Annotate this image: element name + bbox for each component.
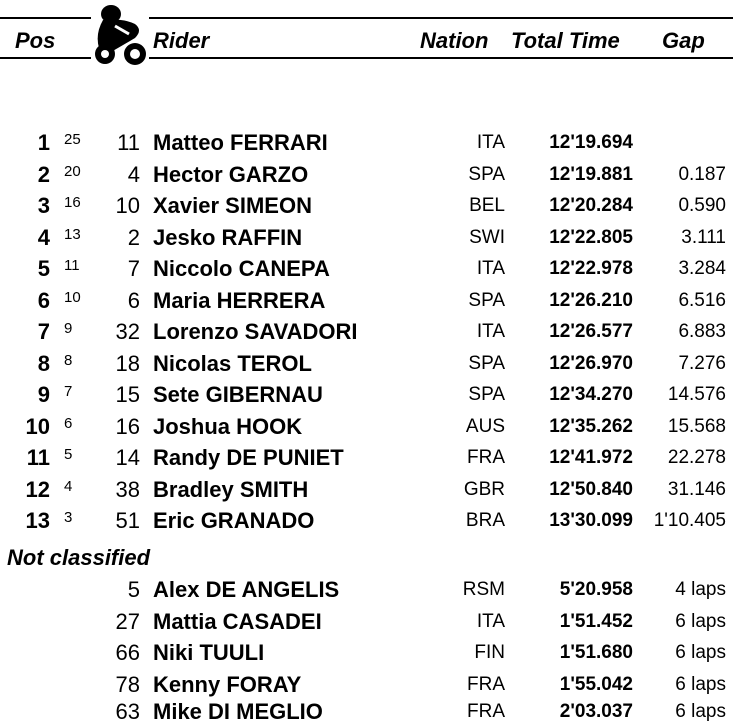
nation: SPA xyxy=(468,163,505,185)
position: 4 xyxy=(37,224,50,250)
result-row xyxy=(0,475,733,506)
rider-number: 51 xyxy=(115,508,140,533)
nation: FRA xyxy=(467,673,505,695)
nation: SWI xyxy=(469,226,505,248)
column-header-nation: Nation xyxy=(420,28,489,53)
nation: SPA xyxy=(468,352,505,374)
rider-name: Jesko RAFFIN xyxy=(153,224,303,250)
rider-name: Niki TUULI xyxy=(153,640,265,665)
column-header-rider: Rider xyxy=(153,28,210,53)
points: 20 xyxy=(64,162,81,180)
points: 3 xyxy=(64,509,73,526)
column-header-total-time: Total Time xyxy=(511,28,620,53)
nation: ITA xyxy=(476,321,505,342)
gap: 0.590 xyxy=(678,195,726,216)
result-row xyxy=(0,697,733,728)
total-time: 12'26.210 xyxy=(549,289,633,311)
total-time: 12'41.972 xyxy=(549,447,633,468)
total-time: 12'50.840 xyxy=(549,478,633,500)
rider-name: Eric GRANADO xyxy=(153,508,315,533)
rider-number: 2 xyxy=(127,224,140,250)
gap: 3.111 xyxy=(681,226,726,248)
nation: SPA xyxy=(468,289,505,311)
rider-number: 38 xyxy=(115,476,140,502)
rider-name: Sete GIBERNAU xyxy=(153,382,323,407)
nation: ITA xyxy=(476,132,505,153)
position: 1 xyxy=(37,130,50,155)
gap: 6.516 xyxy=(678,289,726,311)
rider-number: 10 xyxy=(115,193,140,218)
total-time: 5'20.958 xyxy=(559,579,633,600)
nation: GBR xyxy=(463,478,505,500)
rider-number: 63 xyxy=(115,699,140,724)
rider-number: 6 xyxy=(127,287,140,313)
points: 16 xyxy=(64,194,81,211)
rider-number: 78 xyxy=(115,671,140,697)
rider-number: 15 xyxy=(115,382,140,407)
points: 10 xyxy=(64,288,81,306)
gap: 3.284 xyxy=(678,258,726,279)
rider-name: Nicolas TEROL xyxy=(153,350,312,376)
rider-name: Maria HERRERA xyxy=(153,287,326,313)
rider-name: Matteo FERRARI xyxy=(153,130,328,155)
nation: FRA xyxy=(467,701,505,722)
position: 2 xyxy=(37,161,50,187)
points: 8 xyxy=(64,351,73,369)
rider-number: 14 xyxy=(115,445,140,470)
rider-name: Randy DE PUNIET xyxy=(153,445,344,470)
rider-number: 4 xyxy=(127,161,140,187)
motorcycle-rider-icon xyxy=(91,4,149,68)
rider-name: Kenny FORAY xyxy=(153,671,302,697)
total-time: 12'22.805 xyxy=(549,226,633,248)
result-row xyxy=(0,317,733,348)
rider-name: Joshua HOOK xyxy=(153,413,303,439)
rider-number: 5 xyxy=(127,577,140,602)
nation: AUS xyxy=(465,415,505,437)
nation: FRA xyxy=(467,447,505,468)
points: 9 xyxy=(64,320,73,337)
rider-number: 7 xyxy=(127,256,140,281)
rider-name: Niccolo CANEPA xyxy=(153,256,330,281)
results-header xyxy=(0,0,733,68)
total-time: 12'22.978 xyxy=(549,258,633,279)
result-row xyxy=(0,254,733,285)
gap: 31.146 xyxy=(667,478,726,500)
gap: 6 laps xyxy=(675,673,726,695)
gap: 22.278 xyxy=(667,447,726,468)
header-top-rule xyxy=(149,17,733,19)
gap: 4 laps xyxy=(675,579,726,600)
total-time: 12'19.694 xyxy=(549,132,633,153)
points: 4 xyxy=(64,477,73,495)
nation: ITA xyxy=(476,610,505,632)
total-time: 12'34.270 xyxy=(549,384,633,405)
nation: FIN xyxy=(474,642,505,663)
result-row xyxy=(0,160,733,191)
rider-name: Mattia CASADEI xyxy=(153,608,322,634)
rider-number: 11 xyxy=(117,130,140,155)
rider-name: Bradley SMITH xyxy=(153,476,309,502)
position: 8 xyxy=(37,350,50,376)
rider-number: 32 xyxy=(115,319,140,344)
column-header-gap: Gap xyxy=(662,28,705,53)
rider-name: Alex DE ANGELIS xyxy=(153,577,340,602)
total-time: 13'30.099 xyxy=(549,510,633,531)
result-row xyxy=(0,286,733,317)
gap: 1'10.405 xyxy=(653,510,726,531)
position: 12 xyxy=(25,476,50,502)
nation: BEL xyxy=(469,195,505,216)
result-row xyxy=(0,607,733,638)
result-row xyxy=(0,638,733,669)
nation: ITA xyxy=(476,258,505,279)
total-time: 1'51.680 xyxy=(559,642,633,663)
gap: 6 laps xyxy=(675,642,726,663)
total-time: 12'35.262 xyxy=(549,415,633,437)
position: 6 xyxy=(37,287,50,313)
result-row xyxy=(0,191,733,222)
rider-number: 27 xyxy=(115,608,140,634)
rider-number: 18 xyxy=(115,350,140,376)
position: 7 xyxy=(37,319,50,344)
result-row xyxy=(0,223,733,254)
rider-name: Mike DI MEGLIO xyxy=(153,699,323,724)
total-time: 12'26.577 xyxy=(549,321,633,342)
gap: 15.568 xyxy=(667,415,726,437)
total-time: 12'20.284 xyxy=(549,195,633,216)
total-time: 2'03.037 xyxy=(559,701,633,722)
header-bottom-rule xyxy=(149,57,733,59)
points: 13 xyxy=(64,225,81,243)
gap: 6 laps xyxy=(675,610,726,632)
position: 3 xyxy=(37,193,50,218)
points: 11 xyxy=(64,257,80,274)
result-row xyxy=(0,443,733,474)
position: 13 xyxy=(25,508,50,533)
result-row xyxy=(0,575,733,606)
header-top-rule xyxy=(0,17,91,19)
gap: 7.276 xyxy=(678,352,726,374)
result-row xyxy=(0,670,733,701)
points: 5 xyxy=(64,446,73,463)
header-bottom-rule xyxy=(0,57,91,59)
rider-name: Xavier SIMEON xyxy=(153,193,312,218)
total-time: 12'19.881 xyxy=(549,163,633,185)
total-time: 12'26.970 xyxy=(549,352,633,374)
rider-name: Lorenzo SAVADORI xyxy=(153,319,358,344)
result-row xyxy=(0,349,733,380)
total-time: 1'55.042 xyxy=(559,673,633,695)
rider-name: Hector GARZO xyxy=(153,161,309,187)
result-row xyxy=(0,506,733,537)
column-header-pos: Pos xyxy=(15,28,56,53)
gap: 14.576 xyxy=(667,384,726,405)
nation: SPA xyxy=(468,384,505,405)
result-row xyxy=(0,380,733,411)
rider-number: 66 xyxy=(115,640,140,665)
gap: 6 laps xyxy=(675,701,726,722)
gap: 6.883 xyxy=(678,321,726,342)
points: 25 xyxy=(64,131,81,148)
position: 5 xyxy=(37,256,50,281)
gap: 0.187 xyxy=(678,163,726,185)
position: 10 xyxy=(25,413,50,439)
rider-number: 16 xyxy=(115,413,140,439)
not-classified-heading: Not classified xyxy=(7,545,151,570)
points: 6 xyxy=(64,414,73,432)
result-row xyxy=(0,412,733,443)
position: 11 xyxy=(26,445,50,470)
result-row xyxy=(0,128,733,159)
nation: RSM xyxy=(462,579,505,600)
position: 9 xyxy=(37,382,50,407)
total-time: 1'51.452 xyxy=(559,610,633,632)
points: 7 xyxy=(64,383,73,400)
nation: BRA xyxy=(465,510,505,531)
